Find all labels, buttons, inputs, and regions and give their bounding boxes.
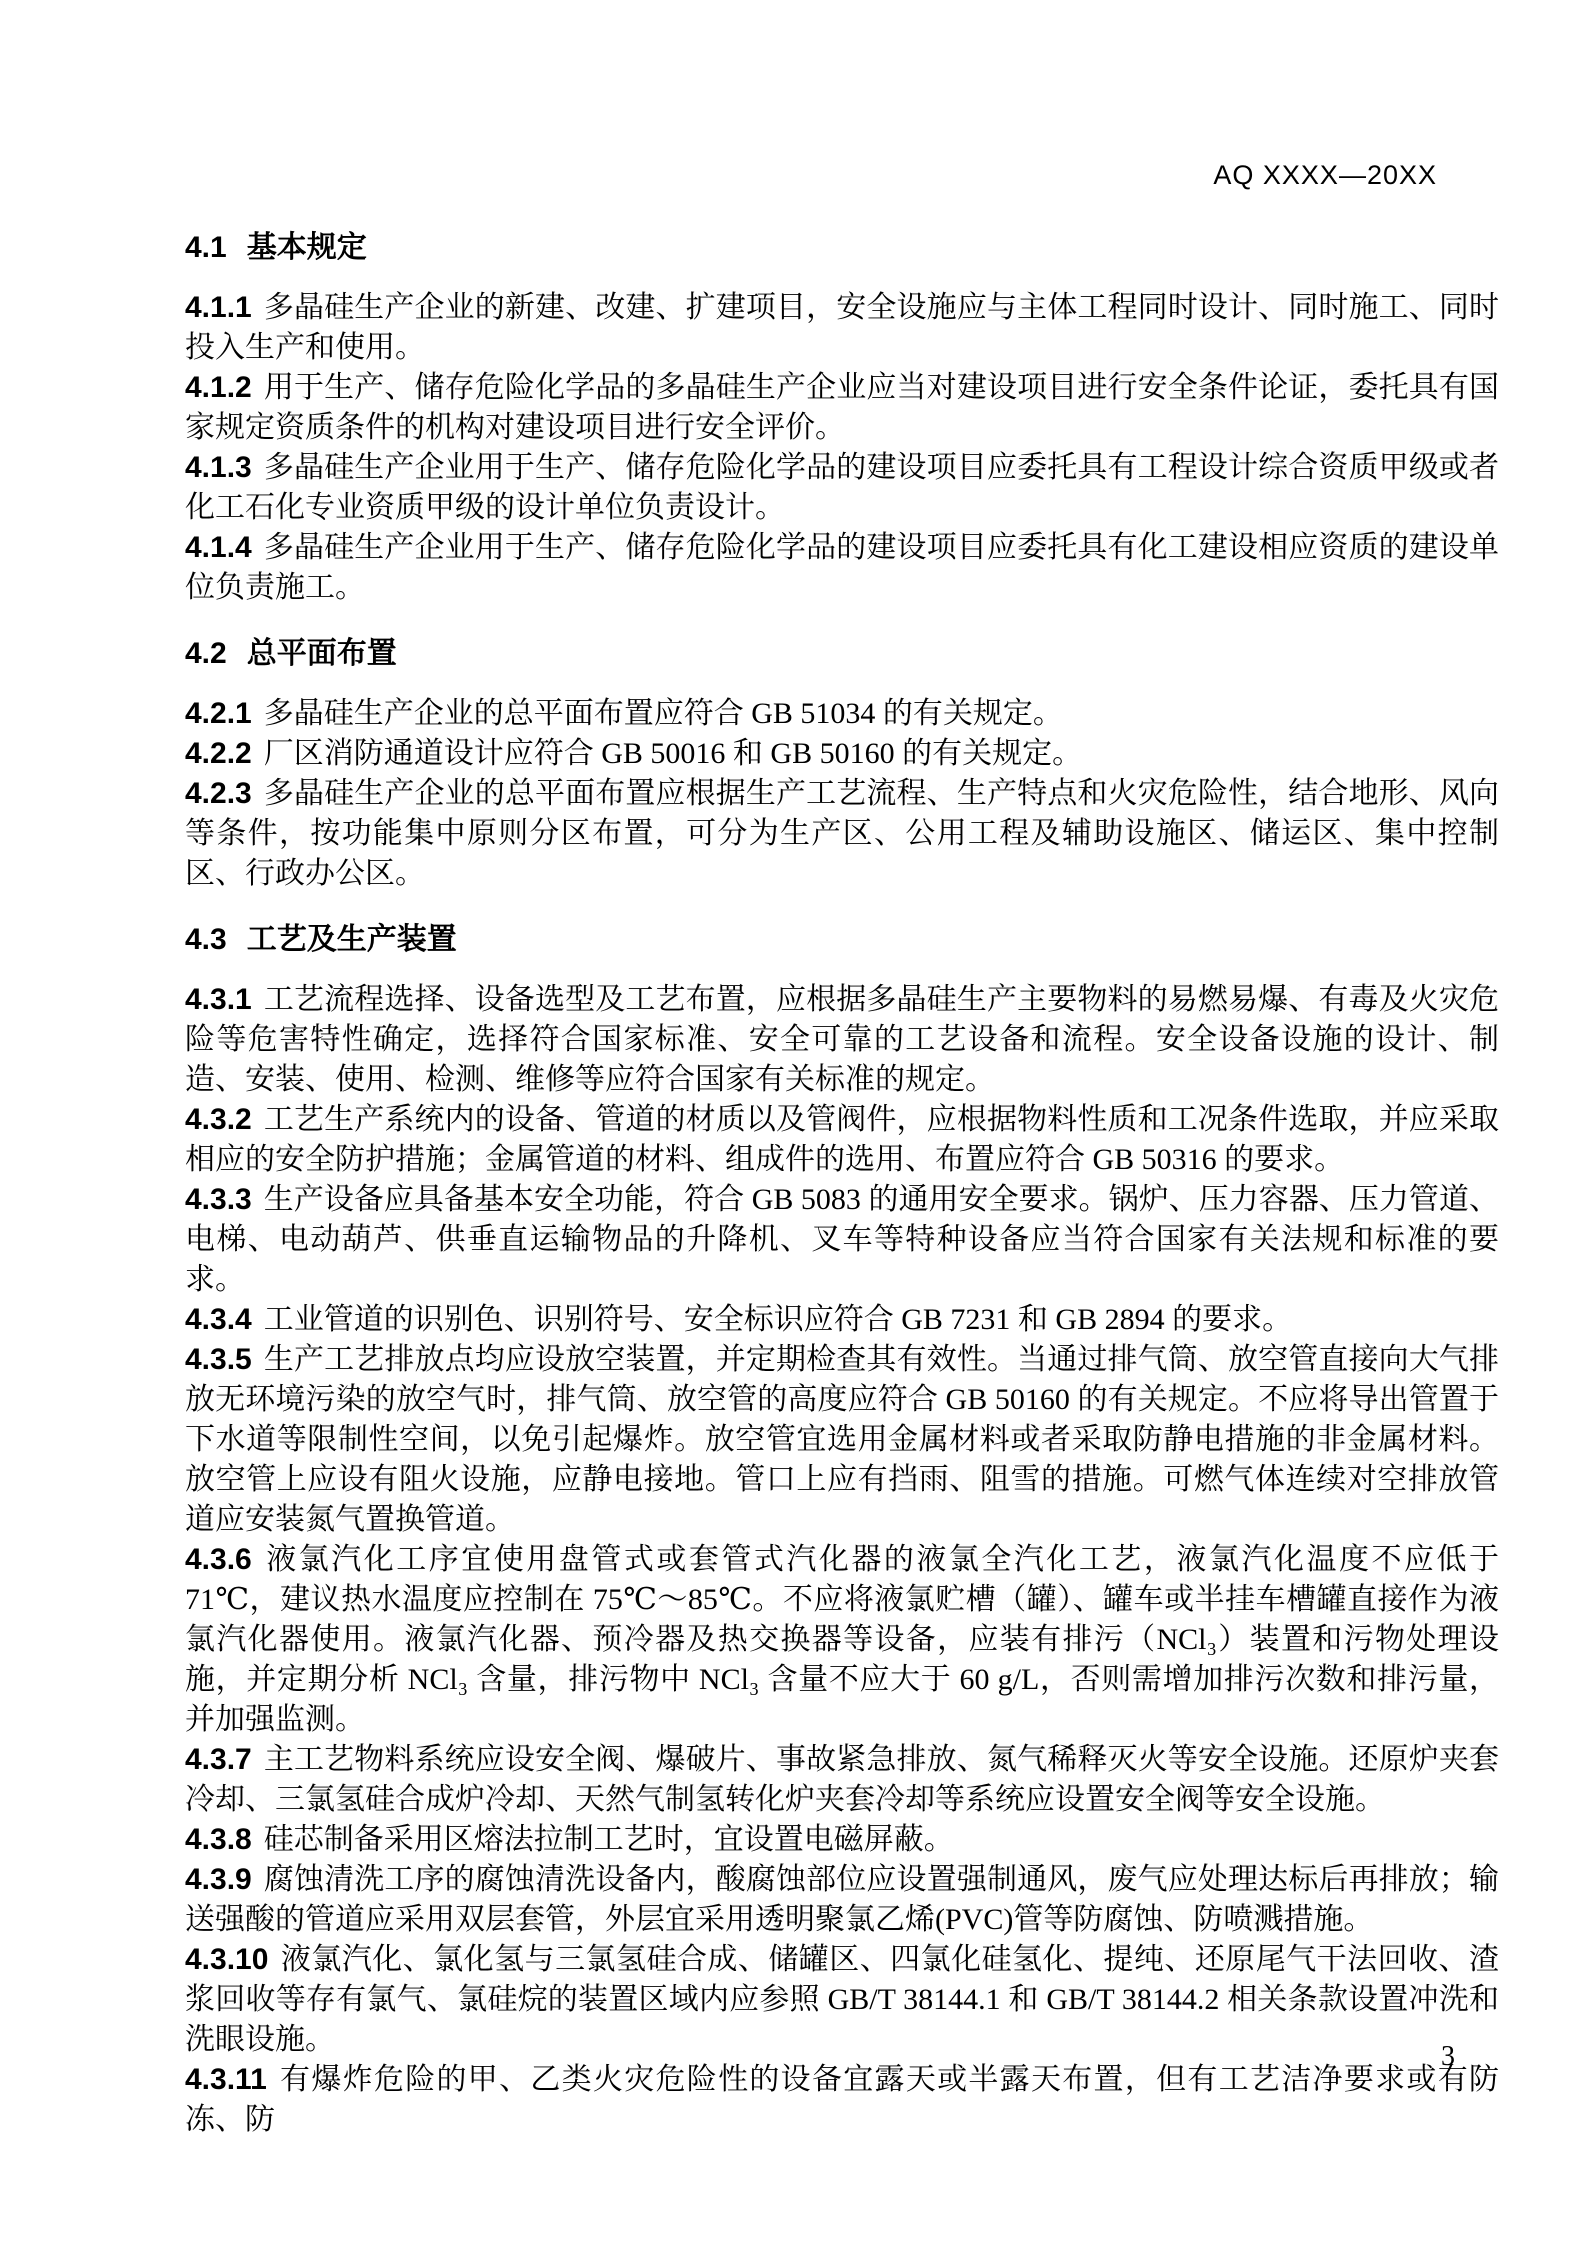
clause-text: 工艺生产系统内的设备、管道的材质以及管阀件，应根据物料性质和工况条件选取，并应采取相应的安全防护措施；金属管道的材料、组成件的选用、布置应符合 GB 50316 的要求。 [185,1103,1499,1176]
clause-number: 4.3.1 [185,983,252,1016]
clause-text: 硅芯制备采用区熔法拉制工艺时，宜设置电磁屏蔽。 [263,1823,954,1856]
clause-4-3-4 [185,1300,1499,1340]
clause-number: 4.1.4 [185,531,252,564]
clause-4-2-3 [185,774,1499,894]
clause-4-3-7 [185,1740,1499,1820]
clause-text: 有爆炸危险的甲、乙类火灾危险性的设备宜露天或半露天布置，但有工艺洁净要求或有防冻、防 [185,2063,1499,2136]
clause-text: 生产设备应具备基本安全功能，符合 GB 5083 的通用安全要求。锅炉、压力容器、压力管道、电梯、电动葫芦、供垂直运输物品的升降机、叉车等特种设备应当符合国家有关法规和标准的要求。 [185,1183,1499,1296]
clause-text: 生产工艺排放点均应设放空装置，并定期检查其有效性。当通过排气筒、放空管直接向大气排放无环境污染的放空气时，排气筒、放空管的高度应符合 GB 50160 的有关规定。不应将导出管置于下水道等限制性空间，以免引起爆炸。放空管宜选用金属材料或者采取防静电措施的非金属材料。放空管上应设有阻火设施，应静电接地。管口上应有挡雨、阻雪的措施。可燃气体连续对空排放管道应安装氮气置换管道。 [185,1343,1499,1536]
clause-4-2-1 [185,694,1499,734]
clause-text: 多晶硅生产企业的总平面布置应符合 GB 51034 的有关规定。 [263,697,1063,730]
running-header: AQ XXXX—20XX [1213,160,1437,190]
heading-4-2 [185,634,1499,674]
document-body [185,228,1499,2140]
clause-text: 液氯汽化、氯化氢与三氯氢硅合成、储罐区、四氯化硅氢化、提纯、还原尾气干法回收、渣浆回收等存有氯气、氯硅烷的装置区域内应参照 GB/T 38144.1 和 GB/T 38144.2 相关条款设置冲洗和洗眼设施。 [185,1943,1499,2056]
clause-4-3-8 [185,1820,1499,1860]
heading-4-1 [185,228,1499,268]
clause-number: 4.2.1 [185,697,252,730]
clause-number: 4.3.3 [185,1183,252,1216]
clause-number: 4.1.3 [185,451,252,484]
clause-number: 4.3.4 [185,1303,252,1336]
clause-4-1-2 [185,368,1499,448]
clause-text: 多晶硅生产企业的新建、改建、扩建项目，安全设施应与主体工程同时设计、同时施工、同时投入生产和使用。 [185,291,1499,364]
clause-4-3-5 [185,1340,1499,1540]
clause-number: 4.3.9 [185,1863,252,1896]
clause-text: 液氯汽化工序宜使用盘管式或套管式汽化器的液氯全汽化工艺，液氯汽化温度不应低于 71℃，建议热水温度应控制在 75℃～85℃。不应将液氯贮槽（罐）、罐车或半挂车槽罐直接作为液氯汽化器使用。液氯汽化器、预冷器及热交换器等设备，应装有排污（NCl₃）装置和污物处理设施，并定期分析 NCl₃ 含量，排污物中 NCl₃ 含量不应大于 60 g/L，否则需增加排污次数和排污量，并加强监测。 [185,1543,1499,1736]
clause-number: 4.3.8 [185,1823,252,1856]
clause-number: 4.3.11 [185,2063,267,2096]
heading-number: 4.3 [185,923,227,956]
clause-4-3-2 [185,1100,1499,1180]
heading-text: 基本规定 [246,231,367,264]
clause-4-3-9 [185,1860,1499,1940]
clause-text: 主工艺物料系统应设安全阀、爆破片、事故紧急排放、氮气稀释灭火等安全设施。还原炉夹套冷却、三氯氢硅合成炉冷却、天然气制氢转化炉夹套冷却等系统应设置安全阀等安全设施。 [185,1743,1499,1816]
clause-4-3-10 [185,1940,1499,2060]
clause-text: 多晶硅生产企业用于生产、储存危险化学品的建设项目应委托具有化工建设相应资质的建设单位负责施工。 [185,531,1499,604]
clause-number: 4.3.6 [185,1543,252,1576]
clause-number: 4.3.10 [185,1943,269,1976]
clause-4-3-3 [185,1180,1499,1300]
page-number: 3 [1441,2041,1455,2072]
clause-number: 4.1.1 [185,291,252,324]
clause-4-2-2 [185,734,1499,774]
clause-4-3-6 [185,1540,1499,1740]
clause-text: 腐蚀清洗工序的腐蚀清洗设备内，酸腐蚀部位应设置强制通风，废气应处理达标后再排放；输送强酸的管道应采用双层套管，外层宜采用透明聚氯乙烯(PVC)管等防腐蚀、防喷溅措施。 [185,1863,1499,1936]
clause-text: 多晶硅生产企业的总平面布置应根据生产工艺流程、生产特点和火灾危险性，结合地形、风向等条件，按功能集中原则分区布置，可分为生产区、公用工程及辅助设施区、储运区、集中控制区、行政办公区。 [185,777,1499,890]
clause-4-1-1 [185,288,1499,368]
clause-4-1-4 [185,528,1499,608]
clause-text: 工艺流程选择、设备选型及工艺布置，应根据多晶硅生产主要物料的易燃易爆、有毒及火灾危险等危害特性确定，选择符合国家标准、安全可靠的工艺设备和流程。安全设备设施的设计、制造、安装、使用、检测、维修等应符合国家有关标准的规定。 [185,983,1499,1096]
clause-number: 4.3.5 [185,1343,252,1376]
clause-number: 4.3.2 [185,1103,252,1136]
clause-text: 多晶硅生产企业用于生产、储存危险化学品的建设项目应委托具有工程设计综合资质甲级或者化工石化专业资质甲级的设计单位负责设计。 [185,451,1499,524]
clause-text: 用于生产、储存危险化学品的多晶硅生产企业应当对建设项目进行安全条件论证，委托具有国家规定资质条件的机构对建设项目进行安全评价。 [185,371,1499,444]
clause-number: 4.3.7 [185,1743,252,1776]
heading-text: 总平面布置 [246,637,397,670]
heading-text: 工艺及生产装置 [246,923,457,956]
clause-4-3-1 [185,980,1499,1100]
heading-4-3 [185,920,1499,960]
clause-4-3-11 [185,2060,1499,2140]
clause-number: 4.2.2 [185,737,252,770]
clause-number: 4.2.3 [185,777,252,810]
heading-number: 4.1 [185,231,227,264]
heading-number: 4.2 [185,637,227,670]
clause-text: 厂区消防通道设计应符合 GB 50016 和 GB 50160 的有关规定。 [263,737,1083,770]
clause-4-1-3 [185,448,1499,528]
clause-text: 工业管道的识别色、识别符号、安全标识应符合 GB 7231 和 GB 2894 的要求。 [263,1303,1293,1336]
clause-number: 4.1.2 [185,371,252,404]
